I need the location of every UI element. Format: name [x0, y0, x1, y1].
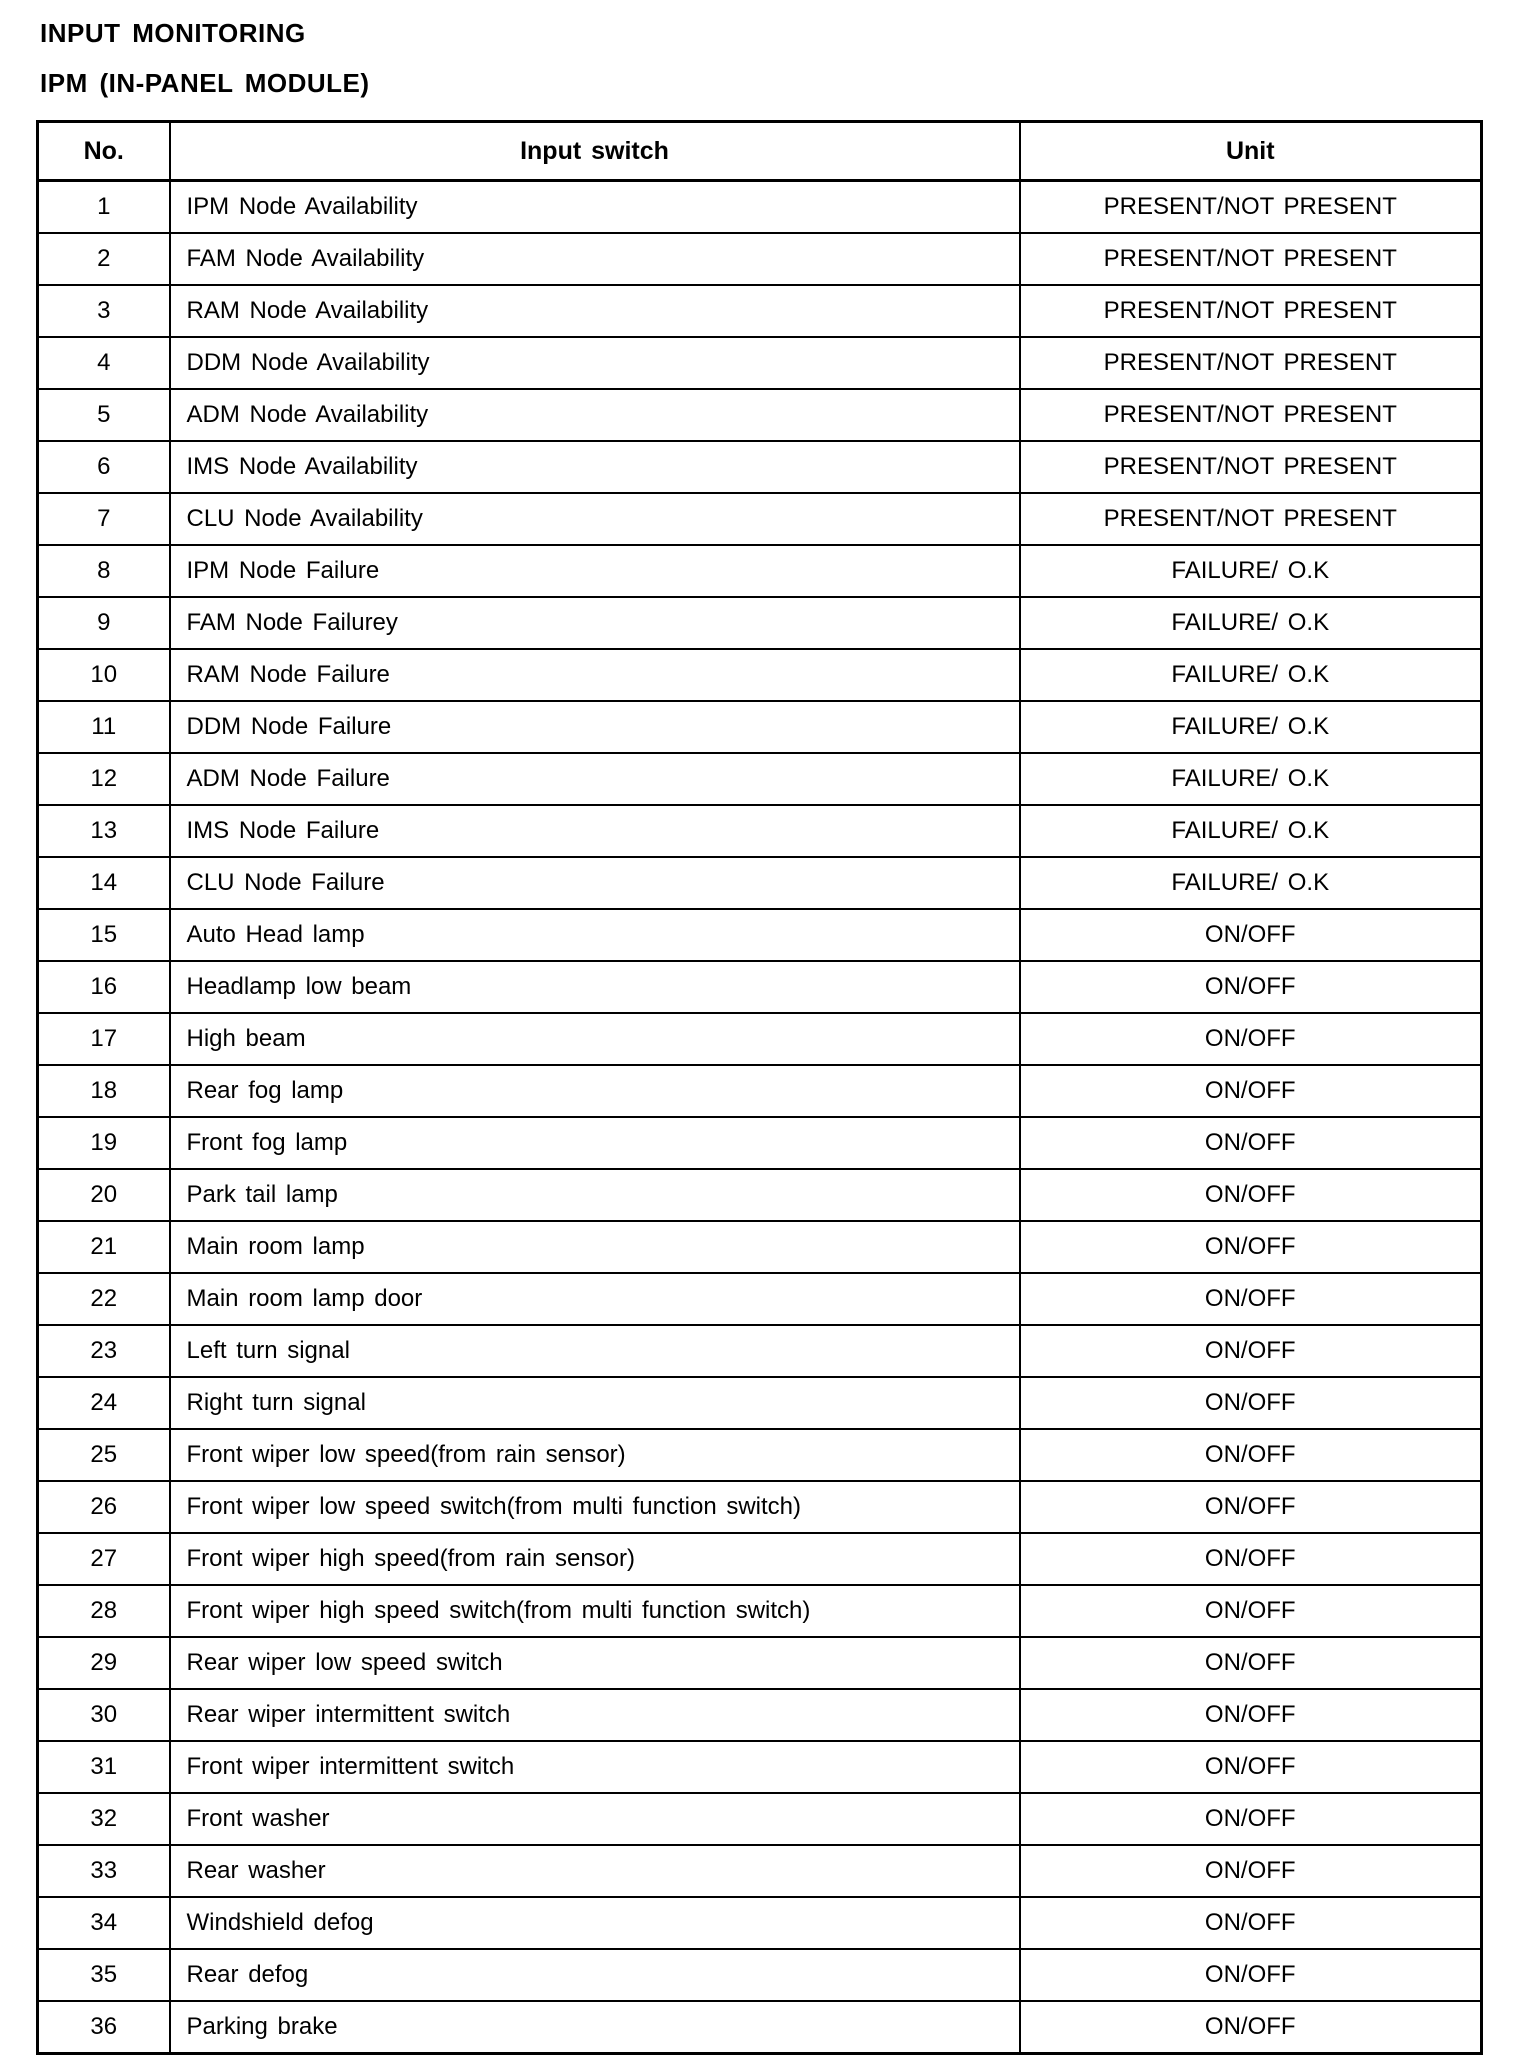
row-input-switch-cell: CLU Node Availability [170, 493, 1020, 545]
row-input-switch-cell: Auto Head lamp [170, 909, 1020, 961]
table-row [38, 961, 1482, 1013]
row-unit-cell: ON/OFF [1020, 909, 1482, 961]
row-input-switch-cell: RAM Node Failure [170, 649, 1020, 701]
row-unit-cell: FAILURE/ O.K [1020, 649, 1482, 701]
row-input-switch-cell: Front wiper high speed switch(from multi function switch) [170, 1585, 1020, 1637]
row-input-switch-cell: IPM Node Failure [170, 545, 1020, 597]
row-input-switch-cell: Rear fog lamp [170, 1065, 1020, 1117]
row-unit-cell: PRESENT/NOT PRESENT [1020, 389, 1482, 441]
table-row [38, 1221, 1482, 1273]
row-input-switch-cell: Rear washer [170, 1845, 1020, 1897]
row-unit-cell: PRESENT/NOT PRESENT [1020, 285, 1482, 337]
row-no-cell: 4 [38, 337, 170, 389]
row-no-cell: 32 [38, 1793, 170, 1845]
row-no-cell: 29 [38, 1637, 170, 1689]
table-row [38, 1013, 1482, 1065]
row-no-cell: 26 [38, 1481, 170, 1533]
row-no-cell: 16 [38, 961, 170, 1013]
row-no-cell: 22 [38, 1273, 170, 1325]
table-row [38, 285, 1482, 337]
table-row [38, 701, 1482, 753]
row-no-cell: 23 [38, 1325, 170, 1377]
row-input-switch-cell: Right turn signal [170, 1377, 1020, 1429]
table-row [38, 753, 1482, 805]
row-unit-cell: FAILURE/ O.K [1020, 545, 1482, 597]
row-no-cell: 5 [38, 389, 170, 441]
row-no-cell: 33 [38, 1845, 170, 1897]
row-no-cell: 12 [38, 753, 170, 805]
row-unit-cell: FAILURE/ O.K [1020, 701, 1482, 753]
table-row [38, 389, 1482, 441]
row-no-cell: 18 [38, 1065, 170, 1117]
row-input-switch-cell: Front wiper high speed(from rain sensor) [170, 1533, 1020, 1585]
row-unit-cell: ON/OFF [1020, 1481, 1482, 1533]
row-input-switch-cell: Left turn signal [170, 1325, 1020, 1377]
row-unit-cell: FAILURE/ O.K [1020, 753, 1482, 805]
table-row [38, 1169, 1482, 1221]
row-input-switch-cell: FAM Node Availability [170, 233, 1020, 285]
table-row [38, 1637, 1482, 1689]
row-unit-cell: FAILURE/ O.K [1020, 805, 1482, 857]
column-header-input-switch: Input switch [170, 122, 1020, 181]
row-no-cell: 20 [38, 1169, 170, 1221]
table-row [38, 233, 1482, 285]
row-input-switch-cell: Parking brake [170, 2001, 1020, 2054]
row-input-switch-cell: Front wiper low speed switch(from multi function switch) [170, 1481, 1020, 1533]
row-input-switch-cell: Rear defog [170, 1949, 1020, 2001]
row-no-cell: 9 [38, 597, 170, 649]
table-row [38, 1065, 1482, 1117]
row-unit-cell: ON/OFF [1020, 1273, 1482, 1325]
row-unit-cell: ON/OFF [1020, 1637, 1482, 1689]
table-header-row [38, 122, 1482, 181]
table-row [38, 909, 1482, 961]
row-unit-cell: FAILURE/ O.K [1020, 597, 1482, 649]
row-input-switch-cell: IMS Node Failure [170, 805, 1020, 857]
table-row [38, 1533, 1482, 1585]
table-row [38, 2001, 1482, 2054]
table-row [38, 1325, 1482, 1377]
table-row [38, 1481, 1482, 1533]
row-unit-cell: PRESENT/NOT PRESENT [1020, 441, 1482, 493]
table-row [38, 1273, 1482, 1325]
row-unit-cell: ON/OFF [1020, 1897, 1482, 1949]
input-monitoring-table [36, 120, 1483, 2055]
row-unit-cell: ON/OFF [1020, 1221, 1482, 1273]
page-title: INPUT MONITORING [40, 18, 306, 48]
row-input-switch-cell: CLU Node Failure [170, 857, 1020, 909]
row-no-cell: 1 [38, 181, 170, 234]
row-unit-cell: ON/OFF [1020, 1741, 1482, 1793]
row-no-cell: 28 [38, 1585, 170, 1637]
row-unit-cell: ON/OFF [1020, 1013, 1482, 1065]
row-no-cell: 19 [38, 1117, 170, 1169]
row-input-switch-cell: Front washer [170, 1793, 1020, 1845]
row-unit-cell: ON/OFF [1020, 1949, 1482, 2001]
row-input-switch-cell: Rear wiper intermittent switch [170, 1689, 1020, 1741]
table-row [38, 337, 1482, 389]
row-unit-cell: PRESENT/NOT PRESENT [1020, 493, 1482, 545]
table-row [38, 805, 1482, 857]
row-input-switch-cell: Rear wiper low speed switch [170, 1637, 1020, 1689]
row-unit-cell: FAILURE/ O.K [1020, 857, 1482, 909]
row-unit-cell: ON/OFF [1020, 2001, 1482, 2054]
table-row [38, 597, 1482, 649]
row-no-cell: 13 [38, 805, 170, 857]
row-input-switch-cell: ADM Node Availability [170, 389, 1020, 441]
table-row [38, 1793, 1482, 1845]
page-subtitle: IPM (IN-PANEL MODULE) [40, 68, 370, 98]
row-no-cell: 7 [38, 493, 170, 545]
row-no-cell: 15 [38, 909, 170, 961]
row-unit-cell: ON/OFF [1020, 1845, 1482, 1897]
table-row [38, 1429, 1482, 1481]
table-row [38, 1689, 1482, 1741]
table-row [38, 441, 1482, 493]
table-row [38, 545, 1482, 597]
row-input-switch-cell: Park tail lamp [170, 1169, 1020, 1221]
row-input-switch-cell: DDM Node Failure [170, 701, 1020, 753]
table-row [38, 1897, 1482, 1949]
row-no-cell: 34 [38, 1897, 170, 1949]
row-unit-cell: ON/OFF [1020, 1533, 1482, 1585]
row-input-switch-cell: IMS Node Availability [170, 441, 1020, 493]
table-row [38, 649, 1482, 701]
column-header-no: No. [38, 122, 170, 181]
row-no-cell: 27 [38, 1533, 170, 1585]
row-no-cell: 2 [38, 233, 170, 285]
row-unit-cell: ON/OFF [1020, 1169, 1482, 1221]
row-unit-cell: ON/OFF [1020, 1325, 1482, 1377]
row-input-switch-cell: Main room lamp door [170, 1273, 1020, 1325]
row-no-cell: 10 [38, 649, 170, 701]
row-no-cell: 8 [38, 545, 170, 597]
row-input-switch-cell: IPM Node Availability [170, 181, 1020, 234]
row-unit-cell: PRESENT/NOT PRESENT [1020, 233, 1482, 285]
row-input-switch-cell: High beam [170, 1013, 1020, 1065]
row-unit-cell: ON/OFF [1020, 1585, 1482, 1637]
row-no-cell: 31 [38, 1741, 170, 1793]
row-no-cell: 21 [38, 1221, 170, 1273]
row-input-switch-cell: FAM Node Failurey [170, 597, 1020, 649]
row-unit-cell: ON/OFF [1020, 961, 1482, 1013]
row-no-cell: 35 [38, 1949, 170, 2001]
table-body [38, 181, 1482, 2054]
row-input-switch-cell: Front wiper intermittent switch [170, 1741, 1020, 1793]
table-row [38, 1741, 1482, 1793]
row-no-cell: 30 [38, 1689, 170, 1741]
row-input-switch-cell: Windshield defog [170, 1897, 1020, 1949]
row-unit-cell: ON/OFF [1020, 1065, 1482, 1117]
row-input-switch-cell: DDM Node Availability [170, 337, 1020, 389]
table-row [38, 1949, 1482, 2001]
table-header [38, 122, 1482, 181]
row-no-cell: 36 [38, 2001, 170, 2054]
table-row [38, 857, 1482, 909]
row-unit-cell: ON/OFF [1020, 1429, 1482, 1481]
column-header-unit: Unit [1020, 122, 1482, 181]
row-no-cell: 25 [38, 1429, 170, 1481]
table-row [38, 1117, 1482, 1169]
table-row [38, 181, 1482, 234]
row-no-cell: 24 [38, 1377, 170, 1429]
row-no-cell: 3 [38, 285, 170, 337]
row-unit-cell: PRESENT/NOT PRESENT [1020, 181, 1482, 234]
row-unit-cell: ON/OFF [1020, 1689, 1482, 1741]
table-row [38, 1377, 1482, 1429]
table-row [38, 493, 1482, 545]
row-no-cell: 14 [38, 857, 170, 909]
row-unit-cell: ON/OFF [1020, 1117, 1482, 1169]
table-row [38, 1585, 1482, 1637]
row-input-switch-cell: ADM Node Failure [170, 753, 1020, 805]
row-input-switch-cell: RAM Node Availability [170, 285, 1020, 337]
row-unit-cell: PRESENT/NOT PRESENT [1020, 337, 1482, 389]
row-unit-cell: ON/OFF [1020, 1793, 1482, 1845]
row-no-cell: 6 [38, 441, 170, 493]
row-no-cell: 11 [38, 701, 170, 753]
table-row [38, 1845, 1482, 1897]
row-input-switch-cell: Front wiper low speed(from rain sensor) [170, 1429, 1020, 1481]
row-unit-cell: ON/OFF [1020, 1377, 1482, 1429]
row-input-switch-cell: Main room lamp [170, 1221, 1020, 1273]
row-no-cell: 17 [38, 1013, 170, 1065]
row-input-switch-cell: Headlamp low beam [170, 961, 1020, 1013]
row-input-switch-cell: Front fog lamp [170, 1117, 1020, 1169]
